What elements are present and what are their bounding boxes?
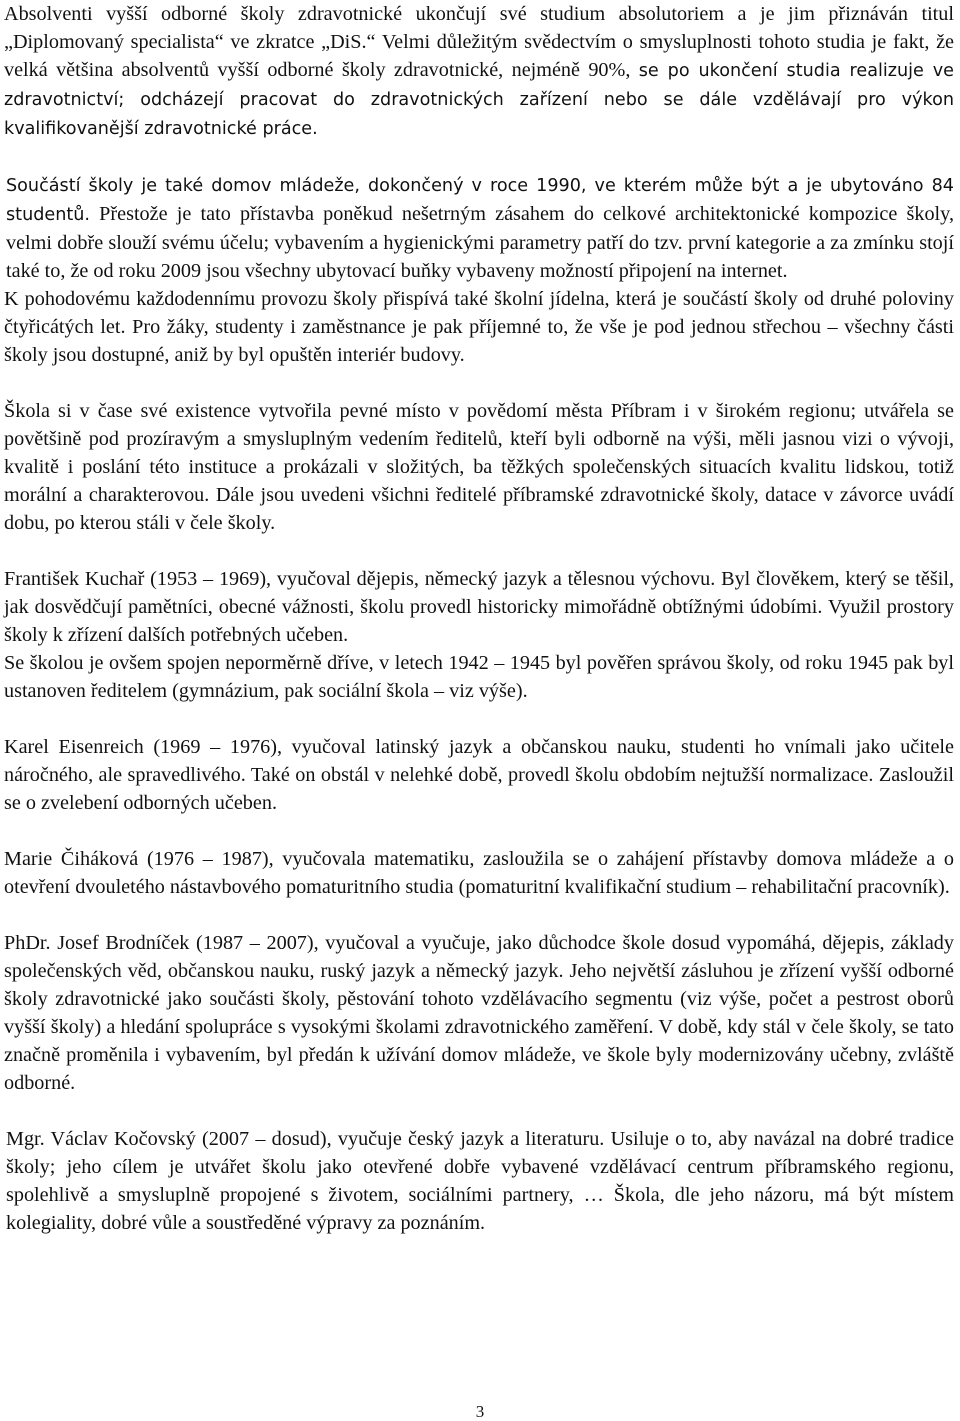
paragraph-director-kuchar: František Kuchař (1953 – 1969), vyučoval dějepis, německý jazyk a tělesnou výchovu. Byl člověkem, který se těšil, jak dosvědčují pamětníci, obecné vážnosti, školu provedl historicky mimořádně obtížnými údobími. Využil prostory školy k zřízení dalších potřebných učeben.: [4, 568, 954, 646]
paragraph-director-brodnicek: PhDr. Josef Brodníček (1987 – 2007), vyučoval a vyučuje, jako důchodce škole dosud vypomáhá, dějepis, základy společenských věd, občanskou nauku, ruský jazyk a německý jazyk. Jeho největší zásluhou je zřízení vyšší odborné školy zdravotnické jako součásti školy, pěstování tohoto vzdělávacího segmentu (viz výše, počet a pestrost oborů vyšší školy) a hledání spolupráce s vysokými školami zdravotnického zaměření. V době, kdy stál v čele školy, se tato značně proměnila i vybavením, byl předán k užívání domov mládeže, ve škole byly modernizovány učebny, zvláště odborné.: [4, 932, 954, 1094]
paragraph-dormitory: [4, 171, 954, 285]
paragraph-graduates: [4, 0, 954, 143]
paragraph-director-eisenreich: Karel Eisenreich (1969 – 1976), vyučoval latinský jazyk a občanskou nauku, studenti ho vnímali jako učitele náročného, ale spravedlivého. Také on obstál v nelehké době, provedl školu obdobím nejtužší normalizace. Zasloužil se o zvelebení odborných učeben.: [4, 736, 954, 814]
paragraph-school-history: Škola si v čase své existence vytvořila pevné místo v povědomí města Příbram i v širokém regionu; utvářela se povětšině pod prozíravým a smysluplným vedením ředitelů, kteří byli odborně na výši, měli jasnou vizi o vývoji, kvalitě i poslání této instituce a prokázali v složitých, ba těžkých společenských situacích kvalitu lidskou, totiž morální a charakterovou. Dále jsou uvedeni všichni ředitelé příbramské zdravotnické školy, datace v závorce uvádí dobu, po kterou stáli v čele školy.: [4, 400, 954, 534]
paragraph-director-cihakova: Marie Čiháková (1976 – 1987), vyučovala matematiku, zasloužila se o zahájení přístavby domova mládeže a o otevření dvouletého nástavbového pomaturitního studia (pomaturitní kvalifikační studium – rehabilitační pracovník).: [4, 848, 954, 898]
paragraph-canteen: K pohodovému každodennímu provozu školy přispívá také školní jídelna, která je součástí školy od druhé poloviny čtyřicátých let. Pro žáky, studenty i zaměstnance je pak příjemné to, že vše je pod jednou střechou – všechny části školy jsou dostupné, aniž by byl opuštěn interiér budovy.: [4, 288, 954, 366]
paragraph-dormitory-part2: Přestože je tato přístavba poněkud nešetrným zásahem do celkové architektonické kompozice školy, velmi dobře slouží svému účelu; vybavením a hygienickými parametry patří do tzv. první kategorie a za zmínku stojí také to, že od roku 2009 jsou všechny ubytovací buňky vybaveny možností připojení na internet.: [6, 203, 954, 282]
paragraph-director-kuchar-continued: Se školou je ovšem spojen neporměrně dříve, v letech 1942 – 1945 byl pověřen správou školy, od roku 1945 pak byl ustanoven ředitelem (gymnázium, pak sociální škola – viz výše).: [4, 652, 954, 702]
page-number: 3: [475, 1402, 485, 1421]
paragraph-graduates-part1: Absolventi vyšší odborné školy zdravotnické ukončují své studium absolutoriem a je jim přiznáván titul „Diplomovaný specialista“ ve zkratce „DiS.“ Velmi důležitým svědectvím o smysluplnosti tohoto studia je fakt, že velká většina absolventů vyšší odborné školy zdravotnické, nejméně 90%,: [4, 3, 954, 81]
document-page: [4, 0, 954, 1237]
paragraph-director-kocovsky: Mgr. Václav Kočovský (2007 – dosud), vyučuje český jazyk a literaturu. Usiluje o to, aby navázal na dobré tradice školy; jeho cílem je utvářet školu jako otevřené dobře vybavené vzdělávací centrum příbramského regionu, spolehlivě a smysluplně propojené s životem, sociálními partnery, … Škola, dle jeho názoru, má být místem kolegiality, dobré vůle a soustředěné výpravy za poznáním.: [6, 1128, 954, 1234]
paragraph-graduates-part2: se po ukončení studia realizuje ve zdravotnictví; odcházejí pracovat do zdravotnických zařízení nebo se dále vzdělávají pro výkon kvalifikovanější zdravotnické práce.: [4, 61, 954, 139]
paragraph-dormitory-part1: Součástí školy je také domov mládeže, dokončený v roce 1990, ve kterém může být a je ubytováno 84 studentů.: [6, 176, 954, 225]
